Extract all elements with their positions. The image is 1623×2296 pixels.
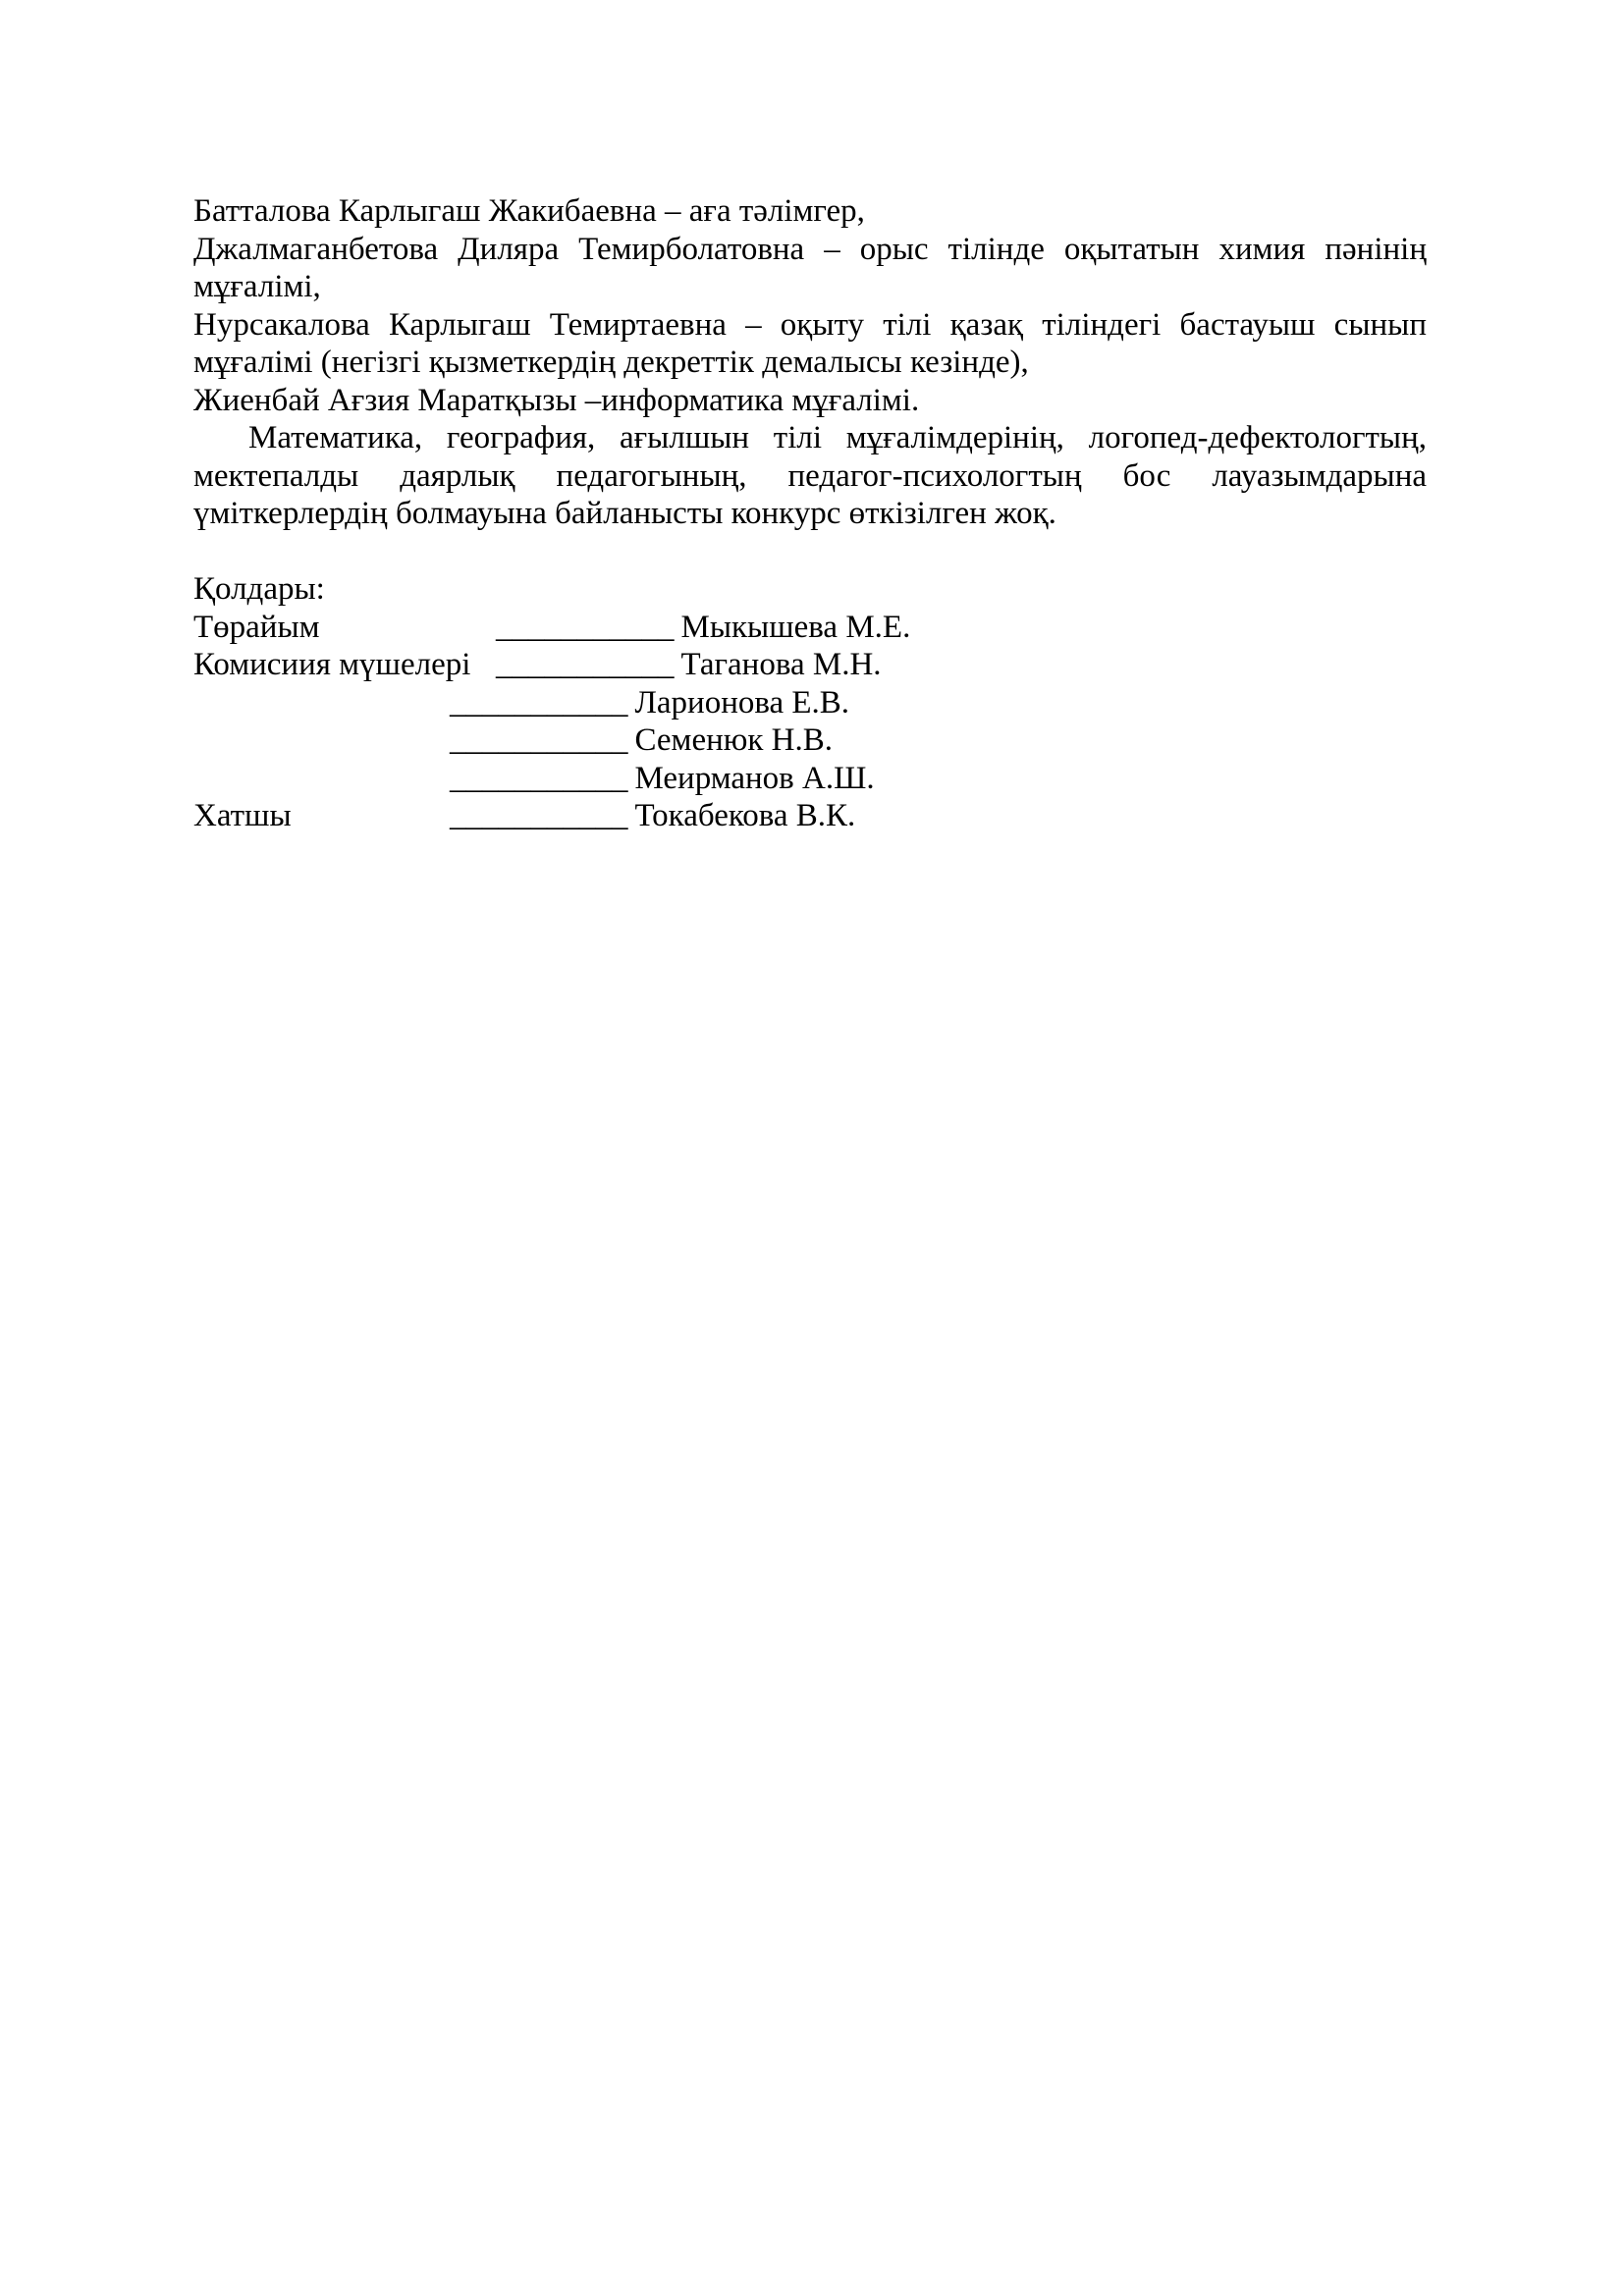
signature-label: Комисиия мүшелері (193, 647, 471, 682)
signature-label: Төрайым (193, 609, 320, 645)
signature-line: ___________ (496, 609, 675, 645)
body-line: Математика, география, ағылшын тілі мұғалімдерінің, логопед-дефектологтың, (248, 420, 1427, 455)
body-line: Батталова Карлыгаш Жакибаевна – аға тәлімгер, (193, 193, 865, 229)
signature-name: Таганова М.Н. (680, 647, 882, 682)
signature-line: ___________ (496, 647, 675, 682)
body-line: мұғалімі (негізгі қызметкердің декреттік демалысы кезінде), (193, 345, 1029, 380)
signature-row (193, 721, 1427, 760)
signature-name: Семенюк Н.В. (634, 722, 834, 758)
spacer (193, 533, 1427, 571)
body-line: үміткерлердің болмауына байланысты конкурс өткізілген жоқ. (193, 496, 1056, 531)
signature-line: ___________ (450, 798, 628, 833)
signature-row (193, 760, 1427, 798)
signature-name: Меирманов А.Ш. (634, 760, 875, 796)
body-line: Жиенбай Ағзия Маратқызы –информатика мұғалімі. (193, 382, 920, 418)
signature-line: ___________ (450, 684, 628, 721)
signature-row (193, 646, 1427, 684)
body-line: мектепалды даярлық педагогының, педагог-психологтың бос лауазымдарына (193, 457, 1427, 494)
signature-label: Хатшы (193, 798, 292, 833)
signature-row (193, 684, 1427, 722)
body-line: Джалмаганбетова Диляра Темирболатовна – орыс тілінде оқытатын химия пәнінің (193, 231, 1427, 267)
signature-name: Мыкышева М.Е. (680, 609, 911, 645)
signature-row (193, 797, 1427, 835)
document-content (193, 192, 1427, 835)
signatures-heading: Қолдары: (193, 571, 325, 607)
signature-name: Токабекова В.К. (634, 798, 856, 833)
body-line: Нурсакалова Карлыгаш Темиртаевна – оқыту тілі қазақ тіліндегі бастауыш сынып (193, 306, 1427, 343)
signature-name: Ларионова Е.В. (634, 684, 850, 721)
signature-row (193, 609, 1427, 647)
signature-line: ___________ (450, 722, 628, 758)
body-line: мұғалімі, (193, 269, 321, 304)
signature-line: ___________ (450, 760, 628, 796)
